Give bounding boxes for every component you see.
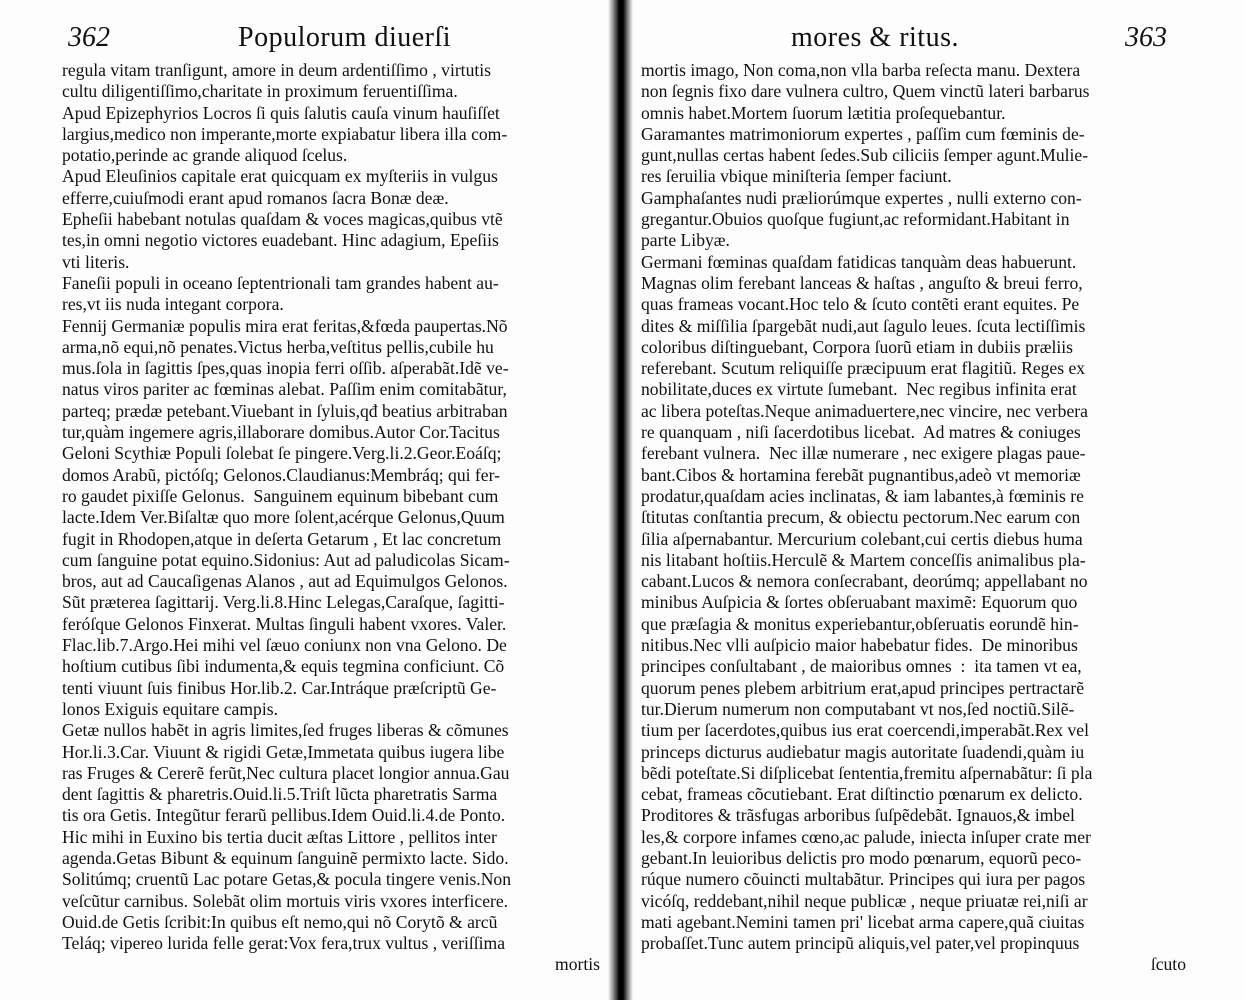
text-line: mortis	[555, 954, 600, 975]
text-line: Epheſii habebant notulas quaſdam & voces magicas,quibus vtẽ	[62, 209, 503, 230]
text-line: Magnas olim ferebant lanceas & haſtas , anguſto & breui ferro,	[641, 272, 1083, 293]
text-line: dent ſagittis & pharetris.Ouid.li.5.Triſt lũcta pharetratis Sarma	[62, 784, 498, 805]
text-line: Garamantes matrimoniorum expertes , paſſim cum fœminis de-	[641, 123, 1085, 144]
left-page-number: 362	[68, 22, 110, 53]
left-running-head: Populorum diuerſi	[238, 22, 452, 53]
book-gutter	[608, 0, 633, 1000]
text-line: vti literis.	[62, 251, 130, 272]
text-line: Hor.li.3.Car. Viuunt & rigidi Getæ,Immetata quibus iugera libe	[62, 741, 505, 762]
text-line: Germani fœminas quaſdam fatidicas tanquàm deas habuerunt.	[641, 251, 1077, 272]
text-line: mortis imago, Non coma,non vlla barba reſecta manu. Dextera	[641, 60, 1081, 80]
text-line: Ouid.de Getis ſcribit:In quibus eſt nemo,qui nõ Corytõ & arcũ	[62, 911, 498, 932]
text-line: ſtitutas conſtantia precum, & obiectu pectorum.Nec earum con	[641, 507, 1081, 528]
text-line: hoſtium cutibus ſibi indumenta,& equis tegmina conficiunt. Cõ	[62, 656, 505, 677]
text-line: tenti viuunt ſuis finibus Hor.lib.2. Car.Intráque præſcriptũ Ge-	[62, 677, 497, 698]
text-line: vicóſq, reddebant,nihil neque publicæ , neque priuatæ rei,niſi ar	[641, 890, 1088, 911]
text-line: tur.Dierum numerum non computabant vt nos,ſed noctiũ.Silẽ-	[641, 698, 1075, 719]
text-line: referebant. Scutum reliquiſſe præcipuum erat flagitiũ. Reges ex	[641, 358, 1086, 379]
text-line: ferebant vulnera. Nec illæ numerare , nec exigere plagas paue-	[641, 443, 1086, 464]
text-line: ac libera poteſtas.Neque animaduertere,nec vincire, nec verbera	[641, 400, 1088, 421]
text-line: tium per ſacerdotes,quibus ius erat coercendi,imperabãt.Rex vel	[641, 720, 1089, 741]
text-line: Sũt præterea ſagittarij. Verg.li.8.Hinc Lelegas,Caraſque, ſagitti-	[62, 592, 505, 613]
text-line: Geloni Scythiæ Populi ſolebat ſe pingere.Verg.li.2.Geor.Eoáſq;	[62, 443, 502, 464]
text-line: rúque numero cõuincti multabãtur. Principes qui iura per pagos	[641, 869, 1086, 890]
text-line: cabant.Lucos & nemora conſecrabant, deorúmq; appellabant no	[641, 571, 1088, 592]
text-line: cum ſanguine potat equino.Sidonius: Aut ad paludicolas Sicam-	[62, 549, 510, 570]
text-line: res,vt iis nuda integant corpora.	[62, 294, 284, 315]
text-line: omnis habet.Mortem ſuorum lætitia proſequebantur.	[641, 102, 1006, 123]
text-line: nobilitate,duces ex virtute ſumebant. Nec regibus infinita erat	[641, 379, 1077, 400]
right-page	[633, 0, 1244, 1000]
text-line: tis ora Getis. Integũtur ferarũ pellibus.Idem Ouid.li.4.de Ponto.	[62, 805, 506, 826]
text-line: ro gaudet pixiſſe Gelonus. Sanguinem equinum bibebant cum	[62, 485, 499, 506]
text-line: Apud Eleuſinios capitale erat quicquam ex myſteriis in vulgus	[62, 166, 498, 187]
text-line: principes conſultabant , de maioribus omnes : ita tamen vt ea,	[641, 656, 1082, 677]
right-text-body	[641, 60, 1186, 976]
text-line: Flac.lib.7.Argo.Hei mihi vel ſæuo coniunx non vna Gelono. De	[62, 635, 507, 656]
text-line: quorum penes plebem arbitrium erat,apud principes pertractarẽ	[641, 677, 1085, 698]
text-line: agenda.Getas Bibunt & equinum ſanguinẽ permixto lacte. Sido.	[62, 847, 509, 868]
text-line: Apud Epizephyrios Locros ſi quis ſalutis cauſa vinum hauſiſſet	[62, 102, 500, 123]
text-line: Proditores & trãsfugas arboribus ſuſpẽdebãt. Ignauos,& imbel	[641, 805, 1075, 826]
text-line: res ſeruilia vbique miniſteria ſemper faciunt.	[641, 166, 952, 187]
text-line: cebat, frameas cõcutiebant. Erat diſtinctio pœnarum ex delicto.	[641, 784, 1083, 805]
text-line: tes,in omni negotio victores euadebant. Hinc adagium, Epeſiis	[62, 230, 499, 251]
text-line: fugit in Rhodopen,atque in deſerta Getarum , Et lac concretum	[62, 528, 502, 549]
text-line: re quanquam , niſi ſacerdotibus licebat. Ad matres & coniuges	[641, 422, 1081, 443]
text-line: Faneſii populi in oceano ſeptentrionali tam grandes habent au-	[62, 272, 499, 293]
right-page-number: 363	[1125, 22, 1167, 53]
text-line: Hic mihi in Euxino bis tertia ducit æſtas Littore , pellitos inter	[62, 826, 497, 847]
text-line: nitibus.Nec vlli auſpicio maior habebatur fides. De minoribus	[641, 635, 1078, 656]
text-line: Teláq; vipereo lurida felle gerat:Vox fera,trux vultus , veriſſima	[62, 933, 506, 954]
text-line: probaſſet.Tunc autem principũ aliquis,vel pater,vel propinquus	[641, 933, 1080, 954]
text-line: Fennij Germaniæ populis mira erat feritas,&fœda paupertas.Nõ	[62, 315, 508, 336]
text-line: domos Arabũ, pictóſq; Gelonos.Claudianus:Membráq; qui fer-	[62, 464, 500, 485]
text-line: largius,medico non imperante,morte expiabatur libera illa com-	[62, 123, 508, 144]
text-line: regula vitam tranſigunt, amore in deum ardentiſſimo , virtutis	[62, 60, 491, 80]
text-line: gregantur.Obuios quoſque fugiunt,ac reformidant.Habitant in	[641, 209, 1070, 230]
text-line: lacte.Idem Ver.Biſaltæ quo more ſolent,acérque Gelonus,Quum	[62, 507, 505, 528]
text-line: tur,quàm ingemere agris,illaborare domibus.Autor Cor.Tacitus	[62, 422, 500, 443]
text-line: les,& corpore infames cœno,ac palude, iniecta inſuper crate mer	[641, 826, 1091, 847]
text-line: arma,nõ equi,nõ penates.Victus herba,veſtitus pellis,cubile hu	[62, 336, 494, 357]
text-line: lonos Exiguis equitare campis.	[62, 698, 278, 719]
text-line: mati agebant.Nemini tamen pri' licebat arma capere,quã ciuitas	[641, 911, 1085, 932]
text-line: prodatur,quaſdam acies inclinatas, & iam labantes,à fœminis re	[641, 485, 1084, 506]
text-line: quas frameas vocant.Hoc telo & ſcuto contẽti erant equites. Pe	[641, 294, 1080, 315]
text-line: gebant.In leuioribus delictis pro modo pœnarum, equorũ peco-	[641, 847, 1082, 868]
text-line: parteq; prædæ petebant.Viuebant in ſyluis,qđ beatius arbitraban	[62, 400, 508, 421]
text-line: que præſagia & monitus experiebantur,obſeruatis eorundẽ hin-	[641, 613, 1079, 634]
text-line: Getæ nullos habẽt in agris limites,ſed fruges liberas & cõmunes	[62, 720, 509, 741]
text-line: bant.Cibos & hortamina ferebãt pugnantibus,adeò vt memoriæ	[641, 464, 1081, 485]
text-line: mus.ſola in ſagittis ſpes,quas inopia ferri oſſib. aſperabãt.Idẽ ve-	[62, 358, 509, 379]
text-line: bẽdi poteſtate.Si diſplicebat ſententia,fremitu aſpernabãtur: ſi pla	[641, 762, 1093, 783]
text-line: bros, aut ad Caucaſigenas Alanos , aut ad Equimulgos Gelonos.	[62, 571, 508, 592]
right-running-head: mores & ritus.	[791, 22, 959, 53]
text-line: ras Fruges & Cererẽ ferũt,Nec cultura placet longior annua.Gau	[62, 762, 510, 783]
text-line: Gamphaſantes nudi præliorúmque expertes , nulli externo con-	[641, 187, 1082, 208]
text-line: coloribus diſtinguebant, Corpora ſuorũ etiam in dubiis præliis	[641, 336, 1073, 357]
text-line: princeps dicturus audiebatur magis autoritate ſuadendi,quàm iu	[641, 741, 1085, 762]
text-line: cultu diligentiſſimo,charitate in proximum feruentiſſima.	[62, 81, 458, 102]
text-line: natus viros pariter ac fœminas alebat. Paſſim enim comitabãtur,	[62, 379, 507, 400]
text-line: efferre,cuiuſmodi erant apud romanos ſacra Bonæ deæ.	[62, 187, 449, 208]
text-line: veſcũtur carnibus. Solebãt olim mortuis viris vxores interficere.	[62, 890, 509, 911]
text-line: Solitúmq; cruentũ Lac potare Getas,& pocula tingere venis.Non	[62, 869, 512, 890]
left-page	[0, 0, 608, 1000]
text-line: potatio,perinde ac grande aliquod ſcelus.	[62, 145, 348, 166]
text-line: non ſegnis fixo dare vulnera cultro, Quem vinctũ lateri barbarus	[641, 81, 1090, 102]
text-line: nis litabant hoſtiis.Herculẽ & Martem conceſſis animalibus pla-	[641, 549, 1086, 570]
text-line: ſcuto	[1150, 954, 1186, 975]
text-line: parte Libyæ.	[641, 230, 730, 251]
text-line: ſilia aſpernabantur. Mercurium colebant,cui certis diebus huma	[641, 528, 1083, 549]
text-line: feróſque Gelonos Finxerat. Multas ſinguli habent vxores. Valer.	[62, 613, 507, 634]
text-line: dites & miſſilia ſpargebãt nudi,aut ſagulo leues. ſcuta lectiſſimis	[641, 315, 1086, 336]
left-text-body	[62, 60, 600, 976]
text-line: minibus Auſpicia & ſortes obſeruabant maximẽ: Equorum quo	[641, 592, 1078, 613]
text-line: gunt,nullas certas habent ſedes.Sub ciliciis ſemper agunt.Mulie-	[641, 145, 1089, 166]
